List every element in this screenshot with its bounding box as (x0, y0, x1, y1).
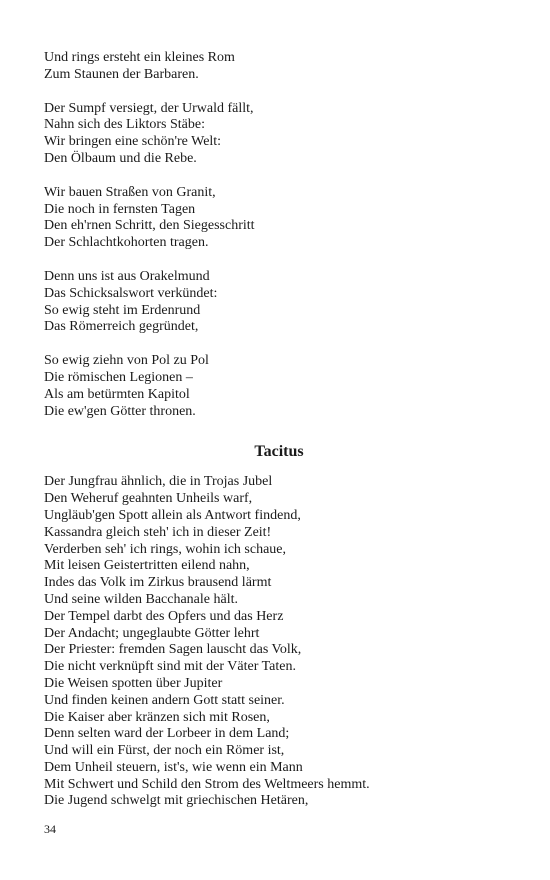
poem-line: Der Priester: fremden Sagen lauscht das Volk, (44, 642, 302, 658)
poem-line: Und rings ersteht ein kleines Rom (44, 50, 235, 65)
poem-line: Ungläub'gen Spott allein als Antwort findend, (44, 507, 301, 523)
poem-line: Die Jugend schwelgt mit griechischen Hetären, (44, 793, 309, 809)
stanza (44, 353, 514, 420)
poem-line: Kassandra gleich steh' ich in dieser Zeit! (44, 524, 272, 540)
poem-line: Der Tempel darbt des Opfers und das Herz (44, 608, 284, 624)
poem-line: Den Ölbaum und die Rebe. (44, 150, 197, 166)
poem-line: Der Andacht; ungeglaubte Götter lehrt (44, 625, 260, 641)
poem-line: Verderben seh' ich rings, wohin ich schaue, (44, 541, 287, 557)
poem-line: Das Schicksalswort verkündet: (44, 285, 218, 301)
stanza (44, 269, 514, 336)
poem-line: Die ew'gen Götter thronen. (44, 403, 196, 419)
poem-line: Und seine wilden Bacchanale hält. (44, 591, 238, 607)
poem-line: Die Kaiser aber kränzen sich mit Rosen, (44, 709, 270, 725)
stanza (44, 101, 514, 168)
stanza (44, 50, 514, 84)
poem-line: Denn uns ist aus Orakelmund (44, 268, 210, 284)
poem-line: So ewig steht im Erdenrund (44, 302, 201, 318)
poem-line: Nahn sich des Liktors Stäbe: (44, 117, 205, 133)
poem-line: Die nicht verknüpft sind mit der Väter Taten. (44, 659, 296, 675)
section-title: Tacitus (254, 443, 304, 461)
poem-line: Und will ein Fürst, der noch ein Römer ist, (44, 743, 285, 759)
poem-line: Dem Unheil steuern, ist's, wie wenn ein Mann (44, 759, 303, 775)
poem-line: Indes das Volk im Zirkus brausend lärmt (44, 575, 272, 591)
poem-line: Das Römerreich gegründet, (44, 319, 199, 335)
poem-line: Wir bauen Straßen von Granit, (44, 184, 216, 200)
page-number: 34 (44, 822, 56, 836)
poem-line: Die Weisen spotten über Jupiter (44, 675, 223, 691)
section-body (44, 474, 514, 810)
poem-line: Mit leisen Geistertritten eilend nahn, (44, 558, 250, 574)
poem-line: Den Weheruf geahnten Unheils warf, (44, 491, 253, 507)
poem-line: Als am betürmten Kapitol (44, 386, 190, 402)
poem-line: Der Sumpf versiegt, der Urwald fällt, (44, 100, 254, 116)
poem-line: Zum Staunen der Barbaren. (44, 66, 199, 82)
poem-line: Wir bringen eine schön're Welt: (44, 134, 222, 150)
page-content (44, 50, 514, 810)
poem (44, 50, 514, 420)
poem-line: Die römischen Legionen – (44, 369, 193, 385)
stanza (44, 185, 514, 252)
poem-line: Denn selten ward der Lorbeer in dem Land; (44, 726, 290, 742)
poem-line: Der Jungfrau ähnlich, die in Trojas Jubel (44, 474, 273, 490)
poem-line: Mit Schwert und Schild den Strom des Weltmeers hemmt. (44, 776, 370, 792)
poem-line: So ewig ziehn von Pol zu Pol (44, 353, 209, 369)
poem-line: Die noch in fernsten Tagen (44, 201, 196, 217)
poem-line: Den eh'rnen Schritt, den Siegesschritt (44, 218, 255, 234)
poem-line: Und finden keinen andern Gott statt seiner. (44, 692, 285, 708)
poem-line: Der Schlachtkohorten tragen. (44, 235, 209, 251)
